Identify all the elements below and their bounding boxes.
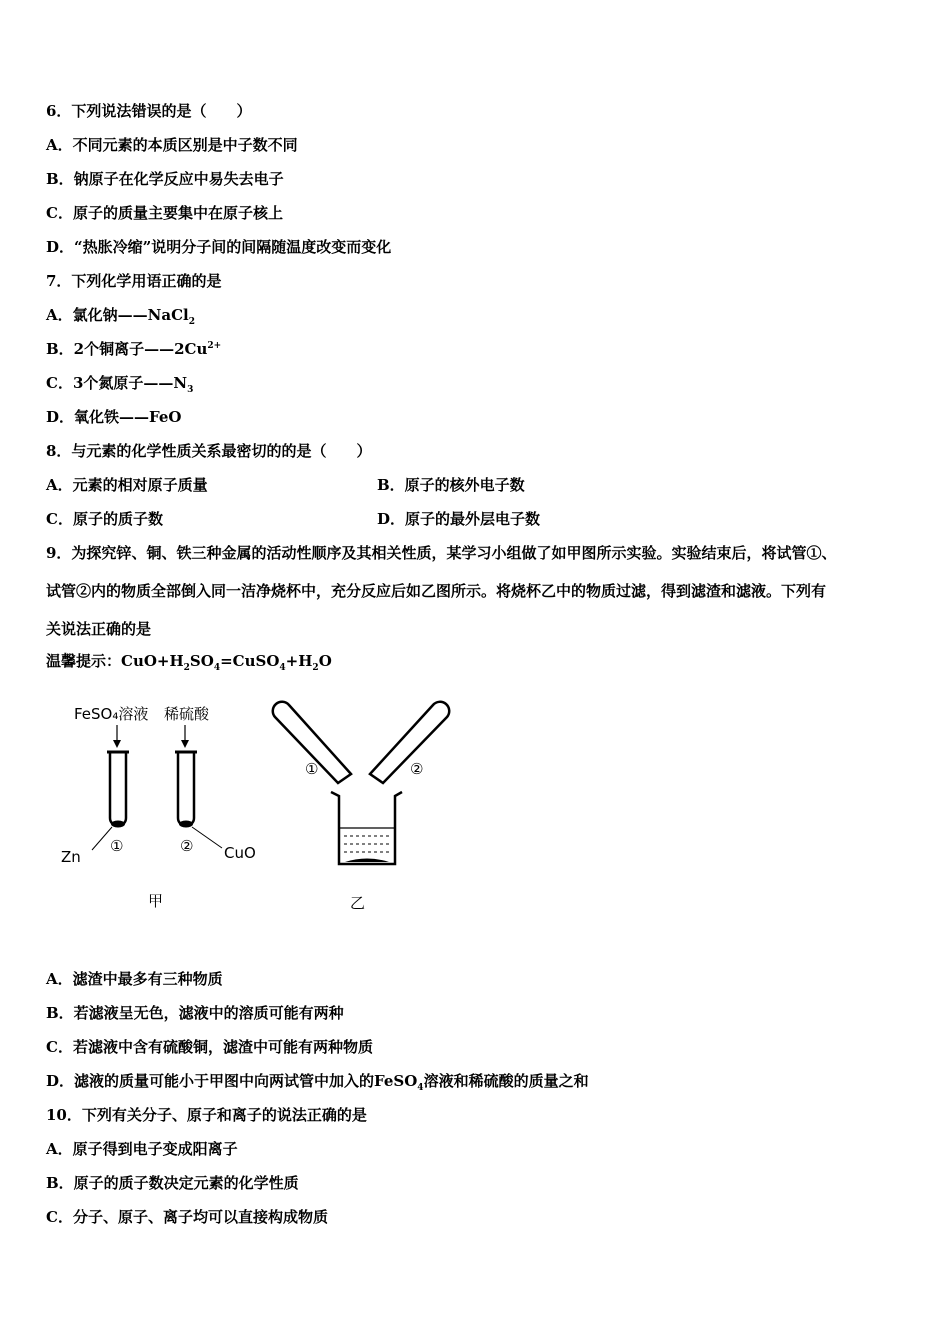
arrow-1-head <box>113 740 121 748</box>
q7-stem: 7．下列化学用语正确的是 <box>46 272 222 290</box>
experiment-diagram <box>52 688 472 918</box>
q10-option-c: C．分子、原子、离子均可以直接构成物质 <box>46 1208 328 1226</box>
pointer-cuo <box>192 827 222 848</box>
test-tube-2 <box>178 752 194 826</box>
label-tilted-1: ① <box>305 760 319 778</box>
q8-stem: 8．与元素的化学性质关系最密切的的是（ ） <box>46 442 372 460</box>
q8-option-a: A．元素的相对原子质量 <box>46 476 208 494</box>
label-tilted-2: ② <box>410 760 424 778</box>
q9-stem-line-2: 试管②内的物质全部倒入同一洁净烧杯中，充分反应后如乙图所示。将烧杯乙中的物质过滤，得到滤渣和滤液。下列有 <box>46 582 827 600</box>
q10-stem: 10．下列有关分子、原子和离子的说法正确的是 <box>46 1106 367 1124</box>
q9-option-d: D．滤液的质量可能小于甲图中向两试管中加入的FeSO$_4$溶液和稀硫酸的质量之和 <box>46 1072 589 1093</box>
label-zn: Zn <box>61 848 81 866</box>
zn-granule <box>111 821 125 828</box>
q7-option-c: C．3个氮原子$——N_3$ <box>46 374 194 395</box>
experiment-figure <box>52 688 472 918</box>
beaker-residue <box>345 859 389 863</box>
q10-option-a: A．原子得到电子变成阳离子 <box>46 1140 238 1158</box>
label-feso4: FeSO₄溶液 <box>74 705 149 723</box>
label-dilute-acid: 稀硫酸 <box>164 705 210 723</box>
q7-option-b: B．2个铜离子$——2Cu^{2+}$ <box>46 340 222 358</box>
q7-option-a: A．氯化钠——NaCl$_2$ <box>46 306 195 327</box>
q9-stem-line-1: 9．为探究锌、铜、铁三种金属的活动性顺序及其相关性质，某学习小组做了如甲图所示实验。实验结束后，将试管①、 <box>46 544 837 562</box>
q9-option-c: C．若滤液中含有硫酸铜，滤渣中可能有两种物质 <box>46 1038 373 1056</box>
caption-yi: 乙 <box>350 894 366 912</box>
q9-stem-line-3: 关说法正确的是 <box>46 620 152 638</box>
q6-stem: 6．下列说法错误的是（ ） <box>46 102 252 120</box>
q6-option-d: D．“热胀冷缩”说明分子间的间隔随温度改变而变化 <box>46 238 392 256</box>
label-tube-2: ② <box>180 837 194 855</box>
q8-option-b: B．原子的核外电子数 <box>377 476 525 494</box>
pointer-zn <box>92 827 112 850</box>
q8-option-c: C．原子的质子数 <box>46 510 163 528</box>
q9-option-a: A．滤渣中最多有三种物质 <box>46 970 223 988</box>
cuo-powder <box>179 821 193 828</box>
q9-option-b: B．若滤液呈无色，滤液中的溶质可能有两种 <box>46 1004 344 1022</box>
q8-option-d: D．原子的最外层电子数 <box>377 510 541 528</box>
label-tube-1: ① <box>110 837 124 855</box>
test-tube-1 <box>110 752 126 826</box>
q10-option-b: B．原子的质子数决定元素的化学性质 <box>46 1174 299 1192</box>
q6-option-a: A．不同元素的本质区别是中子数不同 <box>46 136 298 154</box>
q6-option-b: B．钠原子在化学反应中易失去电子 <box>46 170 284 188</box>
q6-option-c: C．原子的质量主要集中在原子核上 <box>46 204 283 222</box>
q9-hint: 温馨提示：$CuO+H_2SO_4=CuSO_4+H_2O$ <box>46 652 332 673</box>
caption-jia: 甲 <box>148 892 164 910</box>
label-cuo: CuO <box>224 844 256 862</box>
arrow-2-head <box>181 740 189 748</box>
q7-option-d: D．氧化铁——FeO <box>46 408 182 426</box>
